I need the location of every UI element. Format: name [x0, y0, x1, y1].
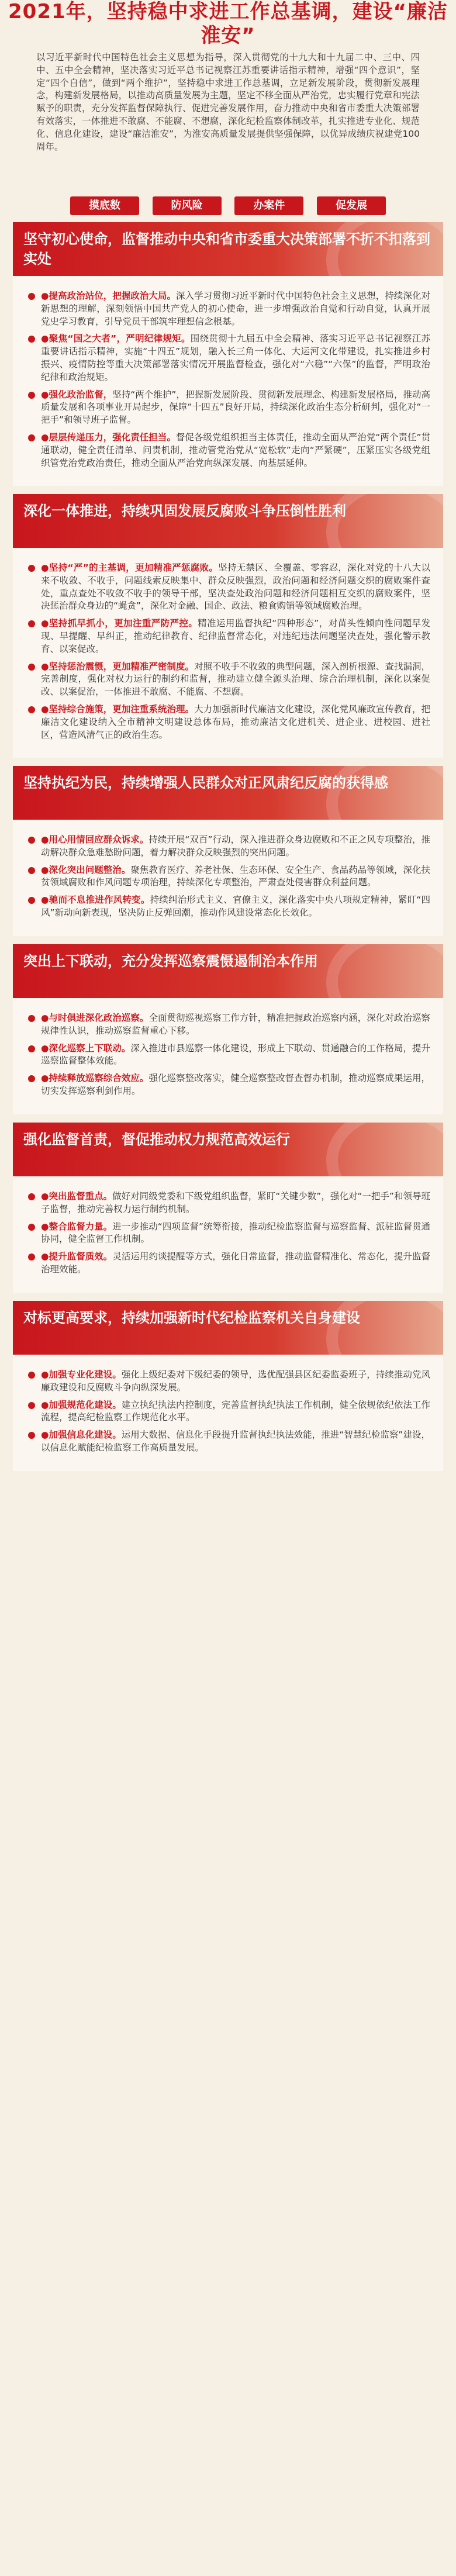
item-text: 聚焦教育医疗、养老社保、生态环保、安全生产、食品药品等领域，深化扶贫领域腐败和作风问题专项治理，持续深化专项整治，严肃查处侵害群众利益问题。	[41, 864, 430, 888]
section-6	[13, 1301, 443, 1471]
item-heading: ●深化突出问题整治。	[41, 864, 131, 875]
section-3-item-2	[26, 894, 430, 920]
item-text: 围绕贯彻十九届五中全会精神、落实习近平总书记视察江苏重要讲话指示精神，实施“十四五”规划，融入长三角一体化、大运河文化带建设，扎实推进乡村振兴、疫情防控等重大决策部署落实情况开展监督检查，强化对“六稳”“六保”的监督，严明政治纪律和政治规矩。	[41, 333, 430, 382]
section-1-banner	[13, 222, 443, 276]
item-heading: ●强化政治监督，	[41, 389, 113, 400]
section-2-title: 深化一体推进，持续巩固发展反腐败斗争压倒性胜利	[23, 503, 346, 519]
section-6-banner	[13, 1301, 443, 1355]
item-text: 建立执纪执法内控制度，完善监督执纪执法工作机制，健全依规依纪依法工作流程，提高纪检监察工作规范化水平。	[41, 1399, 430, 1423]
section-6-body	[13, 1355, 443, 1471]
item-heading: ●加强专业化建设。	[41, 1369, 122, 1380]
item-heading: ●突出监督重点。	[41, 1191, 113, 1201]
item-heading: ●与时俱进深化政治巡察。	[41, 1013, 149, 1023]
item-text: 全面贯彻巡视巡察工作方针，精准把握政治巡察内涵，深化对政治巡察规律性认识，推动巡察监督重心下移。	[41, 1013, 430, 1036]
item-text: 深入学习贯彻习近平新时代中国特色社会主义思想，持续深化对新思想的理解，深刻领悟中国共产党人的初心使命，进一步增强政治自觉和行动自觉，认真开展党史学习教育，引导党员干部筑牢理想信念根基。	[41, 291, 430, 327]
section-4-body	[13, 998, 443, 1114]
tag-3: 促发展	[317, 196, 386, 215]
item-text: 大力加强新时代廉洁文化建设，深化党风廉政宣传教育，把廉洁文化建设纳入全市精神文明建设总体布局，推动廉洁文化进机关、进企业、进校园、进社区，营造风清气正的政治生态。	[41, 703, 430, 740]
section-4	[13, 944, 443, 1114]
item-heading: ●用心用情回应群众诉求。	[41, 834, 149, 845]
section-4-banner	[13, 944, 443, 998]
section-3	[13, 766, 443, 936]
section-6-item-2	[26, 1429, 430, 1455]
header	[0, 0, 456, 48]
item-heading: ●坚持抓早抓小，更加注重严防严控。	[41, 618, 198, 629]
item-text: 深入推进市县巡察一体化建设，形成上下联动、贯通融合的工作格局，提升巡察监督整体效能。	[41, 1042, 430, 1066]
section-5-title: 强化监督首责，督促推动权力规范高效运行	[23, 1131, 290, 1148]
section-5-item-1	[26, 1221, 430, 1246]
section-2-banner	[13, 494, 443, 548]
item-heading: ●聚焦“国之大者”，严明纪律规矩。	[41, 333, 191, 344]
section-4-item-2	[26, 1072, 430, 1098]
section-2-item-3	[26, 703, 430, 741]
tag-row	[70, 196, 386, 215]
section-6-item-1	[26, 1399, 430, 1425]
item-heading: ●持续释放巡察综合效应。	[41, 1073, 149, 1084]
section-2	[13, 494, 443, 758]
section-3-title: 坚持执纪为民，持续增强人民群众对正风肃纪反腐的获得感	[23, 775, 388, 791]
section-1-item-2	[26, 389, 430, 427]
section-1-title: 坚守初心使命，监督推动中央和省市委重大决策部署不折不扣落到实处	[23, 231, 430, 267]
item-text: 强化上级纪委对下级纪委的领导，选优配强县区纪委监委班子，持续推动党风廉政建设和反腐败斗争向纵深发展。	[41, 1369, 430, 1393]
intro-text: 以习近平新时代中国特色社会主义思想为指导，深入贯彻党的十九大和十九届二中、三中、四中、五中全会精神，坚决落实习近平总书记视察江苏重要讲话指示精神，增强“四个意识”，坚定“四个自信”，做到“两个维护”，坚持稳中求进工作总基调，立足新发展阶段，贯彻新发展理念，构建新发展格局，以推动高质量发展为主题，坚定不移全面从严治党，忠实履行党章和宪法赋予的职责，充分发挥监督保障执行、促进完善发展作用，奋力推动中央和省市委重大决策部署有效落实，一体推进不敢腐、不能腐、不想腐，深化纪检监察体制改革，扎实推进专业化、规范化、信息化建设，建设“廉洁淮安”，为淮安高质量发展提供坚强保障，以优异成绩庆祝建党100周年。	[36, 52, 420, 152]
item-text: 运用大数据、信息化手段提升监督执纪执法效能，推进“智慧纪检监察”建设，以信息化赋能纪检监察工作高质量发展。	[41, 1429, 430, 1453]
item-heading: ●坚持“严”的主基调，更加精准严惩腐败。	[41, 562, 219, 573]
section-5	[13, 1123, 443, 1293]
item-heading: ●层层传递压力，强化责任担当。	[41, 431, 176, 443]
section-3-item-0	[26, 834, 430, 859]
section-4-item-1	[26, 1042, 430, 1068]
item-heading: ●坚持综合施策，更加注重系统治理。	[41, 703, 195, 714]
item-heading: ●驰而不息推进作风转变。	[41, 895, 150, 906]
item-text: 强化巡察整改落实，健全巡察整改督查督办机制，推动巡察成果运用，切实发挥巡察利剑作用。	[41, 1073, 430, 1096]
tag-2: 办案件	[234, 196, 303, 215]
section-3-body	[13, 820, 443, 936]
section-6-item-0	[26, 1369, 430, 1394]
item-text: 对照不收手不收敛的典型问题，深入剖析根源、查找漏洞，完善制度，强化对权力运行的制约和监督，推动建立健全源头治理、综合治理机制，深化以案促改、以案促治，一体推进不敢腐、不能腐、不想腐。	[41, 661, 430, 697]
item-text: 做好对同级党委和下级党组织监督，紧盯“关键少数”，强化对“一把手”和领导班子监督，推动完善权力运行制约机制。	[41, 1191, 430, 1214]
tag-0: 摸底数	[70, 196, 139, 215]
section-4-item-0	[26, 1012, 430, 1038]
section-5-item-0	[26, 1190, 430, 1216]
section-6-title: 对标更高要求，持续加强新时代纪检监察机关自身建设	[23, 1310, 360, 1326]
item-text: 坚持“两个维护”，把握新发展阶段、贯彻新发展理念、构建新发展格局，推动高质量发展和各项事业开局起步，保障“十四五”良好开局，持续深化政治生态分析研判，强化对“一把手”和领导班子监督。	[41, 389, 430, 426]
item-heading: ●深化巡察上下联动。	[41, 1042, 131, 1054]
item-text: 坚持无禁区、全覆盖、零容忍，深化对党的十八大以来不收敛、不收手，问题线索反映集中、群众反映强烈，政治问题和经济问题交织的腐败案件查处，重点查处不收敛不收手的领导干部，坚决查处政治问题和经济问题相互交织的腐败案件，坚决惩治群众身边的“蝇贪”，深化对金融、国企、政法、粮食购销等领域腐败治理。	[41, 562, 430, 612]
section-3-item-1	[26, 864, 430, 890]
section-3-banner	[13, 766, 443, 820]
section-2-item-2	[26, 661, 430, 699]
item-text: 进一步推动“四项监督”统筹衔接，推动纪检监察监督与巡察监督、派驻监督贯通协同，健全监督工作机制。	[41, 1221, 430, 1245]
section-5-banner	[13, 1123, 443, 1176]
section-2-body	[13, 548, 443, 758]
item-text: 精准运用监督执纪“四种形态”，对苗头性倾向性问题早发现、早提醒、早纠正，推动纪律教育、纪律监督常态化，对违纪违法问题坚决查处，强化警示教育、以案促改。	[41, 618, 430, 654]
item-heading: ●坚持惩治震慑，更加精准严密制度。	[41, 661, 195, 672]
section-1-body	[13, 276, 443, 486]
section-4-title: 突出上下联动，充分发挥巡察震慑遏制治本作用	[23, 953, 318, 969]
section-1-item-3	[26, 431, 430, 469]
item-heading: ●整合监督力量。	[41, 1221, 113, 1232]
item-text: 督促各级党组织担当主体责任，推动全面从严治党“两个责任”贯通联动，健全责任清单、问责机制，推动管党治党从“宽松软”走向“严紧硬”，压紧压实各级党组织管党治党政治责任，推动全面从严治党向纵深发展、向基层延伸。	[41, 431, 430, 468]
section-5-item-2	[26, 1251, 430, 1276]
section-1-item-1	[26, 333, 430, 384]
section-2-item-1	[26, 617, 430, 655]
tag-1: 防风险	[153, 196, 222, 215]
item-text: 持续开展“双百”行动，深入推进群众身边腐败和不正之风专项整治，推动解决群众急难愁盼问题，着力解决群众反映强烈的突出问题。	[41, 834, 430, 858]
page-title: 2021年，坚持稳中求进工作总基调，建设“廉洁淮安”	[8, 0, 448, 47]
item-text: 持续纠治形式主义、官僚主义，深化落实中央八项规定精神，紧盯“四风”新动向新表现，坚决防止反弹回潮，推动作风建设常态化长效化。	[41, 895, 430, 918]
item-heading: ●加强规范化建设。	[41, 1399, 122, 1410]
section-2-item-0	[26, 562, 430, 613]
section-1-item-0	[26, 290, 430, 328]
section-1	[13, 222, 443, 486]
section-5-body	[13, 1176, 443, 1293]
item-heading: ●提升监督质效。	[41, 1251, 113, 1262]
item-text: 灵活运用约谈提醒等方式，强化日常监督，推动监督精准化、常态化，提升监督治理效能。	[41, 1251, 430, 1275]
item-heading: ●提高政治站位，把握政治大局。	[41, 291, 177, 301]
item-heading: ●加强信息化建设。	[41, 1429, 122, 1441]
